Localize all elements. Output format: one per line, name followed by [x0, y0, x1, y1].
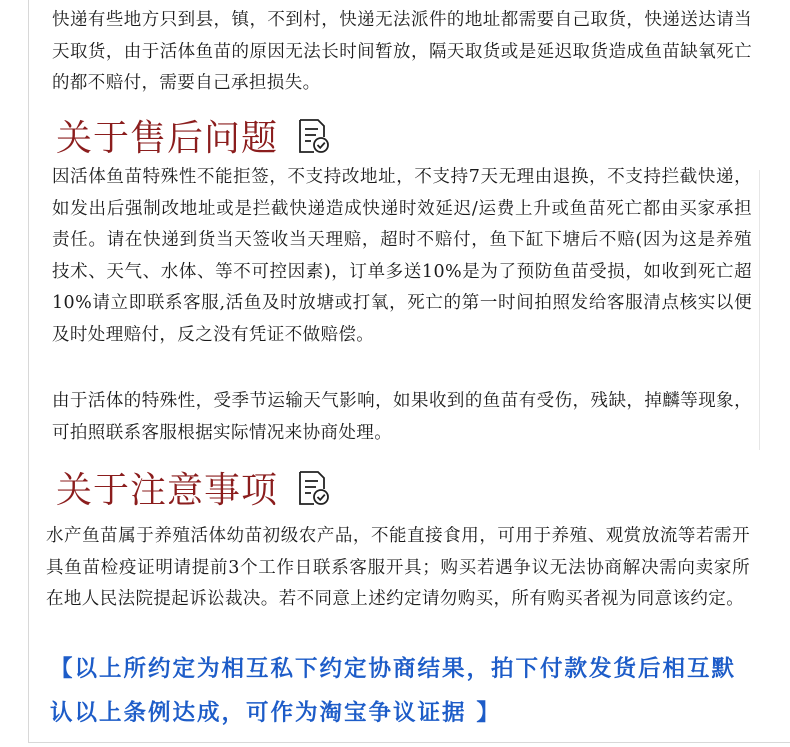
notes-title: 关于注意事项 — [56, 470, 279, 511]
page-frame-right — [759, 170, 760, 450]
after-sales-paragraph: 因活体鱼苗特殊性不能拒签，不支持改地址，不支持7天无理由退换，不支持拦截快递，如发出后强制改地址或是拦截快递造成快递时效延迟/运费上升或鱼苗死亡都由买家承担责任。请在快递到货当天签收当天理赔，超时不赔付，鱼下缸下塘后不赔(因为这是养殖技术、天气、水体、等不可控因素)，订单多送10%是为了预防鱼苗受损，如收到死亡超10%请立即联系客服,活鱼及时放塘或打氧，死亡的第一时间拍照发给客服清点核实以便及时处理赔付，反之没有凭证不做赔偿。 — [52, 167, 752, 345]
page-frame-left — [28, 0, 29, 742]
agreement-notice: 【以上所约定为相互私下约定协商结果，拍下付款发货后相互默认以上条例达成，可作为淘宝争议证据 】 — [50, 656, 737, 726]
shipping-paragraph: 快递有些地方只到县，镇，不到村，快递无法派件的地址都需要自己取货，快递送达请当天取货，由于活体鱼苗的原因无法长时间暂放，隔天取货或是延迟取货造成鱼苗缺氧死亡的都不赔付，需要自己承担损失。 — [52, 10, 752, 94]
notes-heading — [56, 462, 330, 513]
after-sales-heading — [56, 110, 330, 161]
notes-paragraph: 水产鱼苗属于养殖活体幼苗初级农产品，不能直接食用，可用于养殖、观赏放流等若需开具鱼苗检疫证明请提前3个工作日联系客服开具；购买若遇争议无法协商解决需向卖家所在地人民法院提起诉讼裁决。若不同意上述约定请勿购买，所有购买者视为同意该约定。 — [46, 526, 750, 610]
document-check-icon — [296, 118, 330, 154]
page-frame-bottom — [28, 742, 790, 743]
after-sales-paragraph-2: 由于活体的特殊性，受季节运输天气影响，如果收到的鱼苗有受伤，残缺，掉麟等现象，可拍照联系客服根据实际情况来协商处理。 — [52, 391, 752, 443]
document-check-icon — [296, 470, 330, 506]
after-sales-title: 关于售后问题 — [56, 118, 279, 159]
